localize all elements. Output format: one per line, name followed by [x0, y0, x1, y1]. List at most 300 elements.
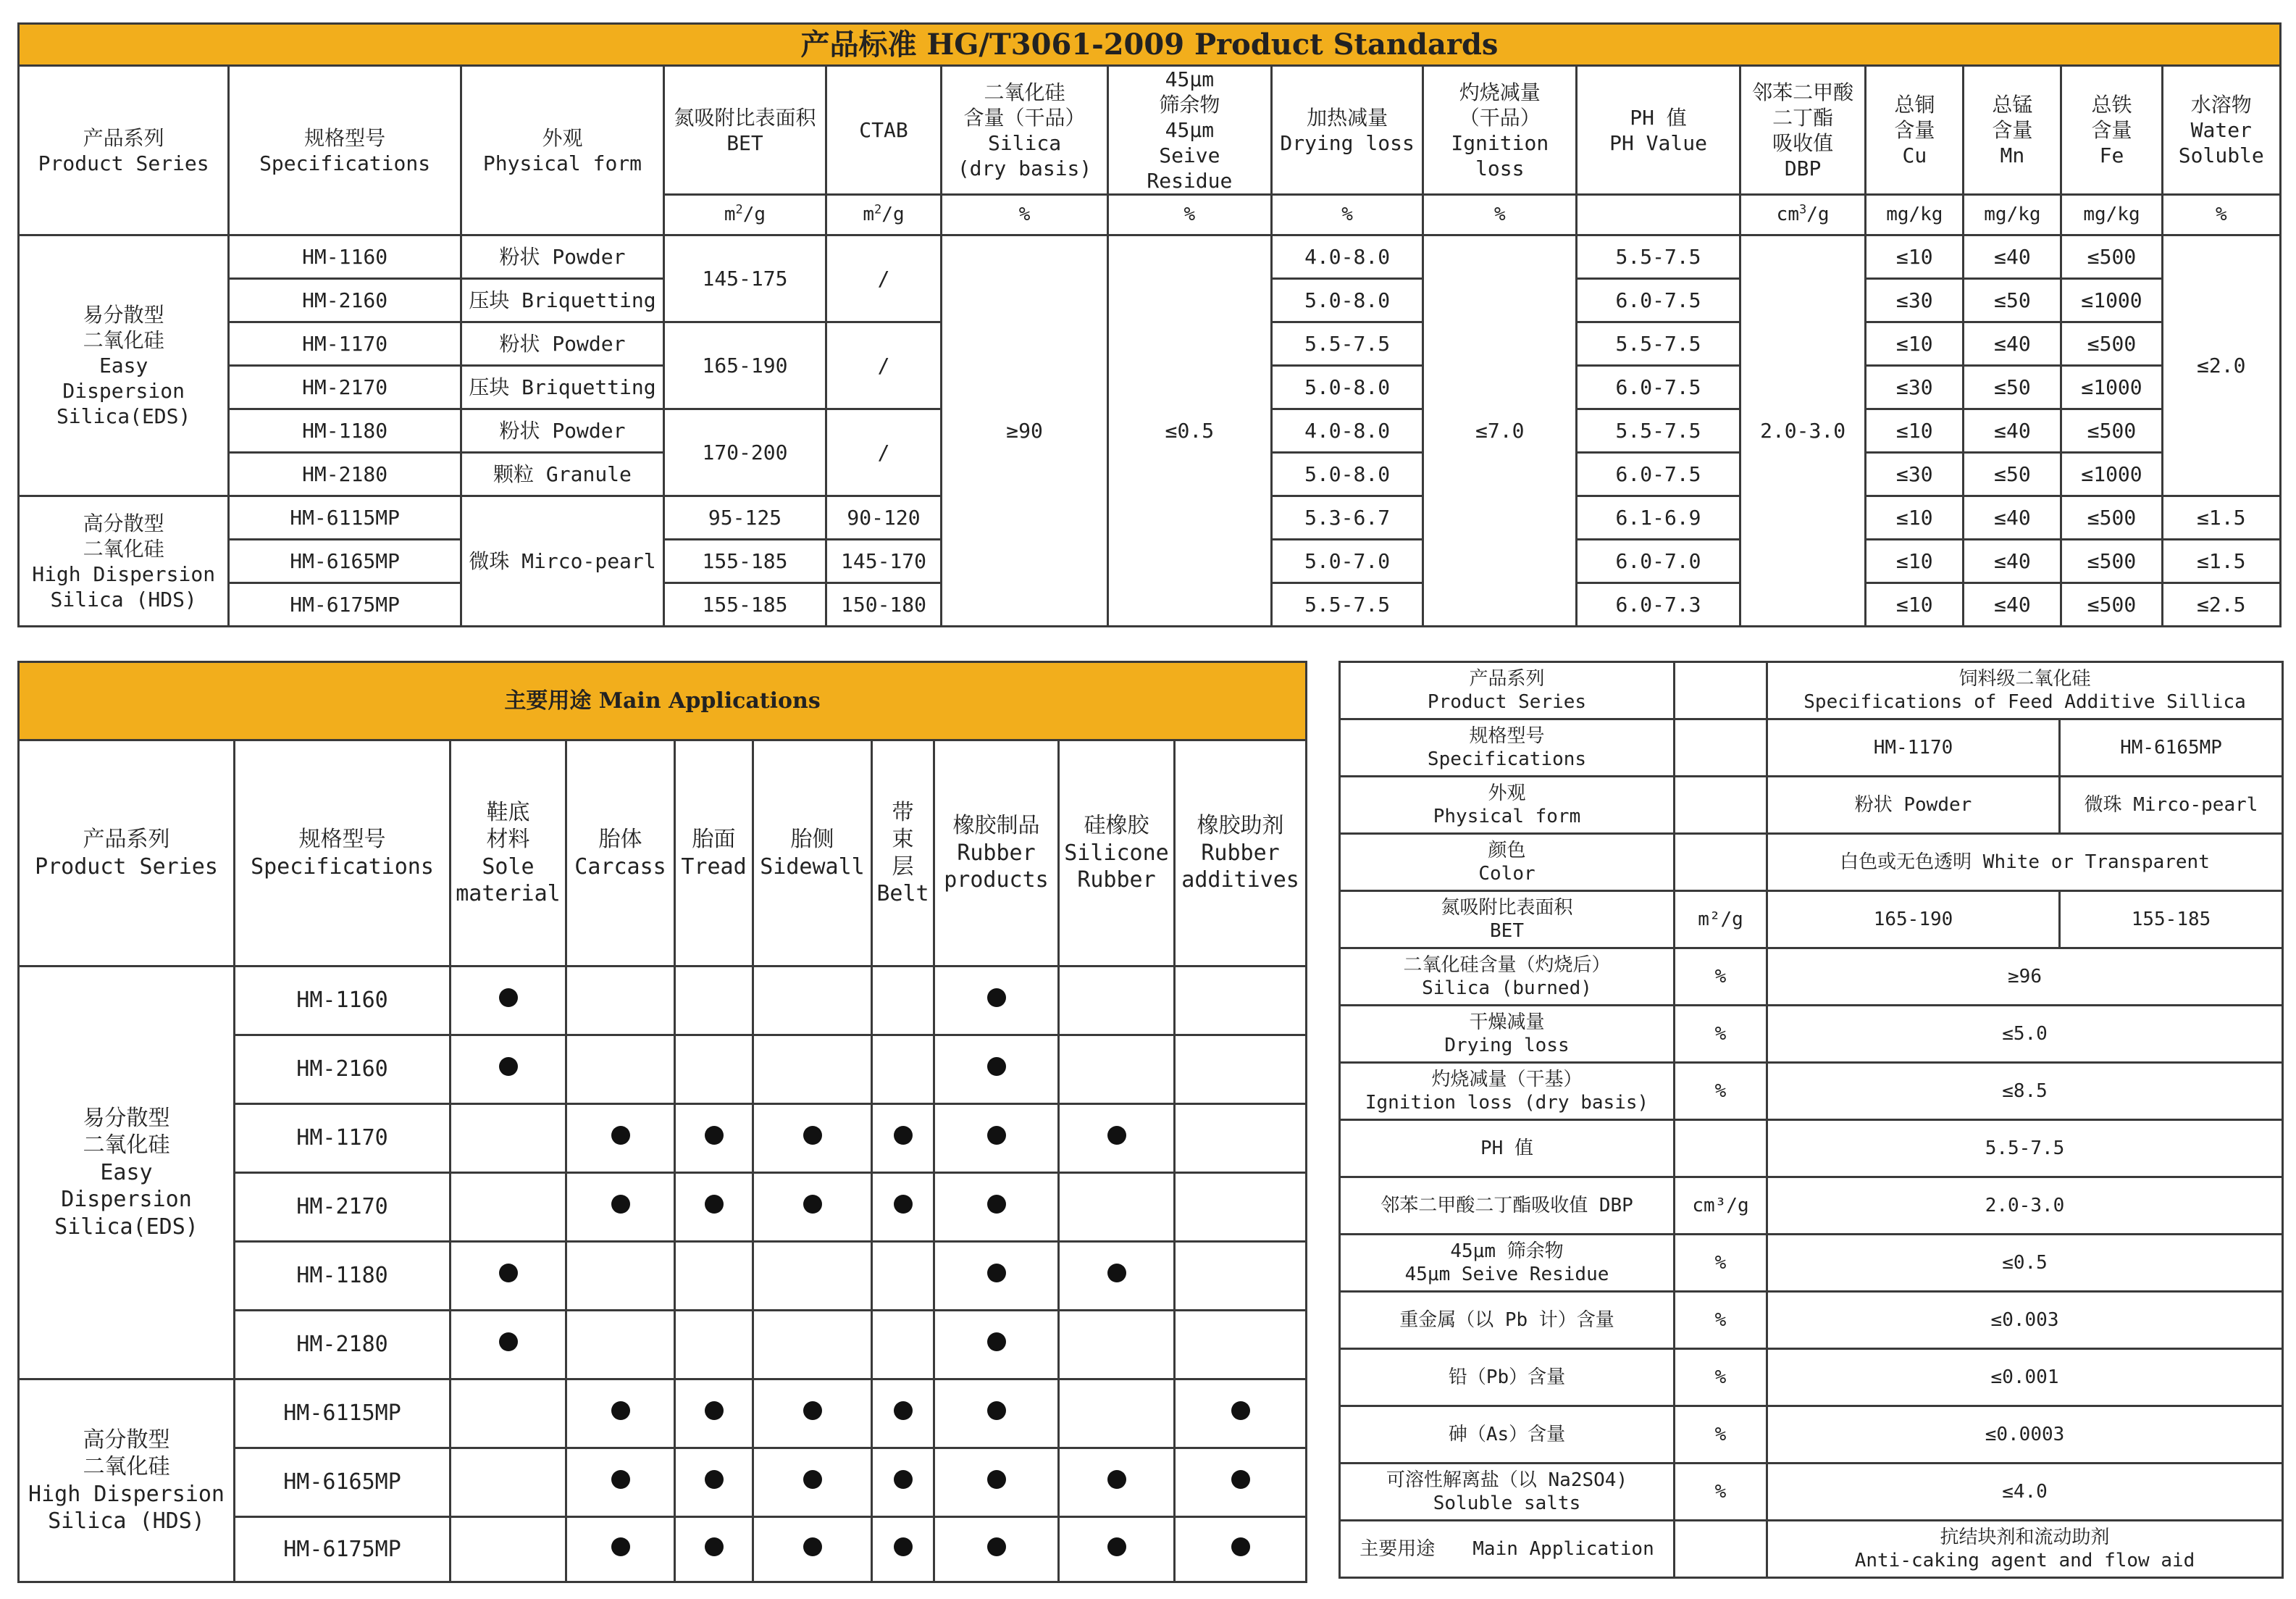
silica-cell: ≥90 [942, 235, 1108, 627]
header-ctab: CTAB [826, 66, 941, 195]
drying-cell: 5.0-8.0 [1271, 453, 1423, 496]
application-mark-cell [1059, 1242, 1175, 1311]
application-mark-cell [1175, 1242, 1307, 1311]
feed-unit: % [1675, 1406, 1767, 1464]
feed-unit [1675, 662, 1767, 719]
ctab-cell: 150-180 [826, 583, 941, 627]
app-header-rubber-products: 橡胶制品 Rubber products [934, 740, 1059, 967]
application-mark-cell [872, 1517, 934, 1582]
app-header-spec: 规格型号 Specifications [235, 740, 451, 967]
application-mark-cell [934, 1448, 1059, 1517]
header-bet: 氮吸附比表面积 BET [664, 66, 826, 195]
feed-value: ≤0.5 [1767, 1235, 2283, 1292]
form-cell: 微珠 Mirco-pearl [461, 496, 663, 627]
application-mark-cell [934, 1517, 1059, 1582]
application-mark-cell [566, 1173, 675, 1242]
ignition-cell: ≤7.0 [1423, 235, 1577, 627]
feed-value: 抗结块剂和流动助剂 Anti-caking agent and flow aid [1767, 1521, 2283, 1578]
mn-cell: ≤50 [1964, 366, 2061, 409]
application-mark-cell [451, 1104, 566, 1173]
app-spec: HM-1180 [235, 1242, 451, 1311]
mn-cell: ≤50 [1964, 279, 2061, 322]
app-header-sidewall: 胎侧 Sidewall [753, 740, 872, 967]
ctab-cell: 90-120 [826, 496, 941, 540]
feed-label: 颜色 Color [1340, 834, 1675, 891]
drying-cell: 4.0-8.0 [1271, 409, 1423, 453]
application-mark-cell [675, 1035, 753, 1104]
bullet-icon [705, 1470, 724, 1489]
header-ph: PH 值 PH Value [1577, 66, 1740, 195]
application-mark-cell [451, 1311, 566, 1379]
mn-cell: ≤40 [1964, 583, 2061, 627]
cu-cell: ≤30 [1866, 366, 1964, 409]
feed-label: 外观 Physical form [1340, 777, 1675, 834]
ph-cell: 6.1-6.9 [1577, 496, 1740, 540]
spec-cell: HM-2180 [229, 453, 461, 496]
drying-cell: 5.3-6.7 [1271, 496, 1423, 540]
mn-cell: ≤40 [1964, 235, 2061, 279]
application-mark-cell [872, 1104, 934, 1173]
feed-value: HM-6165MP [2060, 719, 2283, 777]
app-series-eds: 易分散型 二氧化硅 Easy Dispersion Silica(EDS) [19, 967, 235, 1379]
mn-cell: ≤40 [1964, 540, 2061, 583]
application-mark-cell [753, 967, 872, 1035]
spec-cell: HM-6115MP [229, 496, 461, 540]
series-hds: 高分散型 二氧化硅 High Dispersion Silica (HDS) [19, 496, 229, 627]
app-spec: HM-1170 [235, 1104, 451, 1173]
application-mark-cell [753, 1104, 872, 1173]
feed-unit: % [1675, 1464, 1767, 1521]
fe-cell: ≤500 [2061, 409, 2162, 453]
bullet-icon [1231, 1537, 1250, 1556]
application-mark-cell [934, 1242, 1059, 1311]
feed-value: 白色或无色透明 White or Transparent [1767, 834, 2283, 891]
cu-cell: ≤30 [1866, 453, 1964, 496]
application-mark-cell [934, 1379, 1059, 1448]
feed-value: 粉状 Powder [1767, 777, 2060, 834]
header-cu: 总铜 含量 Cu [1866, 66, 1964, 195]
application-mark-cell [566, 1448, 675, 1517]
unit-ignition: % [1423, 195, 1577, 235]
application-mark-cell [675, 1173, 753, 1242]
ph-cell: 5.5-7.5 [1577, 409, 1740, 453]
bullet-icon [499, 988, 518, 1007]
feed-unit [1675, 719, 1767, 777]
unit-drying: % [1271, 195, 1423, 235]
bet-cell: 145-175 [664, 235, 826, 322]
bullet-icon [705, 1537, 724, 1556]
form-cell: 粉状 Powder [461, 409, 663, 453]
feed-value: ≤4.0 [1767, 1464, 2283, 1521]
header-series: 产品系列 Product Series [19, 66, 229, 235]
application-mark-cell [1175, 967, 1307, 1035]
form-cell: 压块 Briquetting [461, 279, 663, 322]
application-mark-cell [566, 1517, 675, 1582]
bullet-icon [611, 1126, 630, 1145]
application-mark-cell [753, 1379, 872, 1448]
application-mark-cell [451, 1379, 566, 1448]
unit-cu: mg/kg [1866, 195, 1964, 235]
feed-value: ≥96 [1767, 948, 2283, 1006]
feed-body [1340, 662, 2283, 1578]
cu-cell: ≤10 [1866, 322, 1964, 366]
app-header-tread: 胎面 Tread [675, 740, 753, 967]
fe-cell: ≤500 [2061, 496, 2162, 540]
mn-cell: ≤50 [1964, 453, 2061, 496]
app-header-belt: 带 束 层 Belt [872, 740, 934, 967]
feed-value: ≤8.5 [1767, 1063, 2283, 1120]
spec-cell: HM-1160 [229, 235, 461, 279]
bullet-icon [1231, 1401, 1250, 1420]
water-cell: ≤1.5 [2162, 496, 2280, 540]
header-water: 水溶物 Water Soluble [2162, 66, 2280, 195]
feed-value: ≤5.0 [1767, 1006, 2283, 1063]
bullet-icon [705, 1126, 724, 1145]
bullet-icon [803, 1470, 822, 1489]
feed-value: 微珠 Mirco-pearl [2060, 777, 2283, 834]
feed-label: 铅（Pb）含量 [1340, 1349, 1675, 1406]
unit-silica: % [942, 195, 1108, 235]
application-mark-cell [1059, 967, 1175, 1035]
dbp-cell: 2.0-3.0 [1740, 235, 1865, 627]
header-spec: 规格型号 Specifications [229, 66, 461, 235]
bullet-icon [1107, 1126, 1126, 1145]
unit-ph [1577, 195, 1740, 235]
application-mark-cell [566, 1104, 675, 1173]
application-mark-cell [566, 1035, 675, 1104]
bullet-icon [987, 1264, 1006, 1282]
feed-label: 主要用途 Main Application [1340, 1521, 1675, 1578]
app-spec: HM-6115MP [235, 1379, 451, 1448]
application-mark-cell [1059, 1035, 1175, 1104]
application-mark-cell [1175, 1517, 1307, 1582]
application-mark-cell [1175, 1311, 1307, 1379]
feed-unit: m²/g [1675, 891, 1767, 948]
application-mark-cell [451, 1517, 566, 1582]
bullet-icon [803, 1195, 822, 1214]
ph-cell: 5.5-7.5 [1577, 322, 1740, 366]
fe-cell: ≤500 [2061, 583, 2162, 627]
bullet-icon [611, 1401, 630, 1420]
application-mark-cell [675, 1379, 753, 1448]
header-drying: 加热减量 Drying loss [1271, 66, 1423, 195]
header-fe: 总铁 含量 Fe [2061, 66, 2162, 195]
application-mark-cell [753, 1517, 872, 1582]
ctab-cell: / [826, 322, 941, 409]
feed-unit: % [1675, 1292, 1767, 1349]
bet-cell: 165-190 [664, 322, 826, 409]
feed-silica-table [1338, 661, 2284, 1579]
bet-cell: 95-125 [664, 496, 826, 540]
drying-cell: 5.5-7.5 [1271, 322, 1423, 366]
bet-cell: 155-185 [664, 540, 826, 583]
application-mark-cell [675, 1104, 753, 1173]
mn-cell: ≤40 [1964, 322, 2061, 366]
fe-cell: ≤1000 [2061, 453, 2162, 496]
cu-cell: ≤10 [1866, 540, 1964, 583]
form-cell: 粉状 Powder [461, 322, 663, 366]
bullet-icon [1107, 1537, 1126, 1556]
bullet-icon [1107, 1264, 1126, 1282]
product-standards-table [17, 22, 2282, 627]
feed-unit: % [1675, 1349, 1767, 1406]
app-spec: HM-2160 [235, 1035, 451, 1104]
feed-value: 2.0-3.0 [1767, 1177, 2283, 1235]
feed-value: ≤0.003 [1767, 1292, 2283, 1349]
app-header-carcass: 胎体 Carcass [566, 740, 675, 967]
feed-label: PH 值 [1340, 1120, 1675, 1177]
cu-cell: ≤10 [1866, 235, 1964, 279]
unit-bet: $m^2/g$ [664, 195, 826, 235]
bullet-icon [611, 1470, 630, 1489]
drying-cell: 5.0-8.0 [1271, 279, 1423, 322]
ph-cell: 6.0-7.5 [1577, 453, 1740, 496]
feed-label: 砷（As）含量 [1340, 1406, 1675, 1464]
drying-cell: 5.5-7.5 [1271, 583, 1423, 627]
header-ignition: 灼烧减量 （干品） Ignition loss [1423, 66, 1577, 195]
ctab-cell: 145-170 [826, 540, 941, 583]
ph-cell: 6.0-7.5 [1577, 366, 1740, 409]
application-mark-cell [675, 967, 753, 1035]
bullet-icon [987, 1537, 1006, 1556]
feed-value: HM-1170 [1767, 719, 2060, 777]
ph-cell: 6.0-7.0 [1577, 540, 1740, 583]
app-spec: HM-6175MP [235, 1517, 451, 1582]
application-mark-cell [675, 1242, 753, 1311]
bullet-icon [987, 1470, 1006, 1489]
fe-cell: ≤1000 [2061, 279, 2162, 322]
feed-value: 155-185 [2060, 891, 2283, 948]
bullet-icon [803, 1401, 822, 1420]
application-mark-cell [1175, 1173, 1307, 1242]
feed-unit: % [1675, 948, 1767, 1006]
feed-unit [1675, 1521, 1767, 1578]
application-mark-cell [566, 967, 675, 1035]
bullet-icon [611, 1195, 630, 1214]
application-mark-cell [934, 1035, 1059, 1104]
bullet-icon [894, 1470, 913, 1489]
water-cell: ≤2.0 [2162, 235, 2280, 496]
bullet-icon [987, 988, 1006, 1007]
feed-label: 产品系列 Product Series [1340, 662, 1675, 719]
fe-cell: ≤1000 [2061, 366, 2162, 409]
app-series-hds: 高分散型 二氧化硅 High Dispersion Silica (HDS) [19, 1379, 235, 1582]
application-mark-cell [872, 1311, 934, 1379]
feed-unit [1675, 1120, 1767, 1177]
bullet-icon [987, 1126, 1006, 1145]
cu-cell: ≤10 [1866, 583, 1964, 627]
feed-label: 重金属（以 Pb 计）含量 [1340, 1292, 1675, 1349]
feed-value: 饲料级二氧化硅 Specifications of Feed Additive Sillica [1767, 662, 2283, 719]
unit-water: % [2162, 195, 2280, 235]
header-dbp: 邻苯二甲酸 二丁酯 吸收值 DBP [1740, 66, 1865, 195]
header-mn: 总锰 含量 Mn [1964, 66, 2061, 195]
bullet-icon [987, 1401, 1006, 1420]
application-mark-cell [451, 1448, 566, 1517]
application-mark-cell [872, 1448, 934, 1517]
application-mark-cell [872, 1173, 934, 1242]
application-mark-cell [872, 1379, 934, 1448]
bullet-icon [803, 1126, 822, 1145]
bullet-icon [894, 1126, 913, 1145]
main-applications-table [17, 661, 1307, 1583]
applications-title: 主要用途 Main Applications [19, 662, 1307, 740]
feed-unit: % [1675, 1235, 1767, 1292]
unit-dbp: $cm^3/g$ [1740, 195, 1865, 235]
ctab-cell: / [826, 409, 941, 496]
bullet-icon [894, 1401, 913, 1420]
feed-label: 邻苯二甲酸二丁酯吸收值 DBP [1340, 1177, 1675, 1235]
feed-unit: % [1675, 1063, 1767, 1120]
ph-cell: 5.5-7.5 [1577, 235, 1740, 279]
feed-unit [1675, 777, 1767, 834]
application-mark-cell [872, 1035, 934, 1104]
bullet-icon [705, 1195, 724, 1214]
ph-cell: 6.0-7.5 [1577, 279, 1740, 322]
unit-residue: % [1107, 195, 1271, 235]
feed-value: 165-190 [1767, 891, 2060, 948]
bullet-icon [1107, 1470, 1126, 1489]
application-mark-cell [934, 967, 1059, 1035]
cu-cell: ≤10 [1866, 409, 1964, 453]
feed-unit: % [1675, 1006, 1767, 1063]
feed-label: 干燥减量 Drying loss [1340, 1006, 1675, 1063]
form-cell: 粉状 Powder [461, 235, 663, 279]
bullet-icon [894, 1195, 913, 1214]
application-mark-cell [1059, 1517, 1175, 1582]
feed-label: 灼烧减量（干基） Ignition loss (dry basis) [1340, 1063, 1675, 1120]
form-cell: 压块 Briquetting [461, 366, 663, 409]
feed-label: 可溶性解离盐（以 Na2SO4) Soluble salts [1340, 1464, 1675, 1521]
bullet-icon [499, 1264, 518, 1282]
ctab-cell: / [826, 235, 941, 322]
application-mark-cell [451, 1173, 566, 1242]
fe-cell: ≤500 [2061, 540, 2162, 583]
feed-label: 45μm 筛余物 45μm Seive Residue [1340, 1235, 1675, 1292]
application-mark-cell [675, 1448, 753, 1517]
application-mark-cell [1175, 1104, 1307, 1173]
water-cell: ≤1.5 [2162, 540, 2280, 583]
bullet-icon [987, 1057, 1006, 1076]
cu-cell: ≤10 [1866, 496, 1964, 540]
feed-unit [1675, 834, 1767, 891]
application-mark-cell [934, 1311, 1059, 1379]
ph-cell: 6.0-7.3 [1577, 583, 1740, 627]
application-mark-cell [1175, 1035, 1307, 1104]
app-header-sole: 鞋底 材料 Sole material [451, 740, 566, 967]
feed-value: ≤0.001 [1767, 1349, 2283, 1406]
application-mark-cell [675, 1517, 753, 1582]
unit-fe: mg/kg [2061, 195, 2162, 235]
application-mark-cell [675, 1311, 753, 1379]
application-mark-cell [1175, 1448, 1307, 1517]
app-header-silicone: 硅橡胶 Silicone Rubber [1059, 740, 1175, 967]
app-spec: HM-2170 [235, 1173, 451, 1242]
bullet-icon [987, 1332, 1006, 1351]
cu-cell: ≤30 [1866, 279, 1964, 322]
application-mark-cell [451, 1242, 566, 1311]
unit-ctab: $m^2/g$ [826, 195, 941, 235]
application-mark-cell [451, 1035, 566, 1104]
fe-cell: ≤500 [2061, 322, 2162, 366]
feed-label: 氮吸附比表面积 BET [1340, 891, 1675, 948]
series-eds: 易分散型 二氧化硅 Easy Dispersion Silica(EDS) [19, 235, 229, 496]
applications-body [19, 967, 1307, 1582]
application-mark-cell [934, 1173, 1059, 1242]
application-mark-cell [872, 967, 934, 1035]
application-mark-cell [934, 1104, 1059, 1173]
bullet-icon [611, 1537, 630, 1556]
bullet-icon [499, 1332, 518, 1351]
bullet-icon [499, 1057, 518, 1076]
application-mark-cell [753, 1173, 872, 1242]
feed-value: 5.5-7.5 [1767, 1120, 2283, 1177]
app-header-additives: 橡胶助剂 Rubber additives [1175, 740, 1307, 967]
application-mark-cell [1059, 1448, 1175, 1517]
application-mark-cell [753, 1035, 872, 1104]
bet-cell: 155-185 [664, 583, 826, 627]
application-mark-cell [451, 967, 566, 1035]
feed-unit: cm³/g [1675, 1177, 1767, 1235]
spec-cell: HM-2170 [229, 366, 461, 409]
application-mark-cell [566, 1242, 675, 1311]
bullet-icon [705, 1401, 724, 1420]
feed-label: 二氧化硅含量（灼烧后） Silica (burned) [1340, 948, 1675, 1006]
application-mark-cell [872, 1242, 934, 1311]
application-mark-cell [566, 1311, 675, 1379]
bullet-icon [894, 1537, 913, 1556]
feed-value: ≤0.0003 [1767, 1406, 2283, 1464]
spec-cell: HM-1170 [229, 322, 461, 366]
drying-cell: 5.0-7.0 [1271, 540, 1423, 583]
header-form: 外观 Physical form [461, 66, 663, 235]
app-spec: HM-1160 [235, 967, 451, 1035]
bullet-icon [1231, 1470, 1250, 1489]
header-silica: 二氧化硅 含量（干品） Silica (dry basis) [942, 66, 1108, 195]
app-header-series: 产品系列 Product Series [19, 740, 235, 967]
spec-cell: HM-1180 [229, 409, 461, 453]
bet-cell: 170-200 [664, 409, 826, 496]
spec-cell: HM-6165MP [229, 540, 461, 583]
application-mark-cell [753, 1448, 872, 1517]
application-mark-cell [1059, 1311, 1175, 1379]
residue-cell: ≤0.5 [1107, 235, 1271, 627]
water-cell: ≤2.5 [2162, 583, 2280, 627]
drying-cell: 4.0-8.0 [1271, 235, 1423, 279]
drying-cell: 5.0-8.0 [1271, 366, 1423, 409]
application-mark-cell [753, 1242, 872, 1311]
spec-cell: HM-2160 [229, 279, 461, 322]
application-mark-cell [1059, 1104, 1175, 1173]
header-residue: 45μm 筛余物 45μm Seive Residue [1107, 66, 1271, 195]
application-mark-cell [566, 1379, 675, 1448]
bullet-icon [987, 1195, 1006, 1214]
application-mark-cell [753, 1311, 872, 1379]
application-mark-cell [1059, 1173, 1175, 1242]
feed-label: 规格型号 Specifications [1340, 719, 1675, 777]
spec-cell: HM-6175MP [229, 583, 461, 627]
app-spec: HM-6165MP [235, 1448, 451, 1517]
unit-mn: mg/kg [1964, 195, 2061, 235]
form-cell: 颗粒 Granule [461, 453, 663, 496]
mn-cell: ≤40 [1964, 496, 2061, 540]
app-spec: HM-2180 [235, 1311, 451, 1379]
application-mark-cell [1059, 1379, 1175, 1448]
bullet-icon [803, 1537, 822, 1556]
standards-title: 产品标准 HG/T3061-2009 Product Standards [19, 24, 2281, 66]
fe-cell: ≤500 [2061, 235, 2162, 279]
mn-cell: ≤40 [1964, 409, 2061, 453]
